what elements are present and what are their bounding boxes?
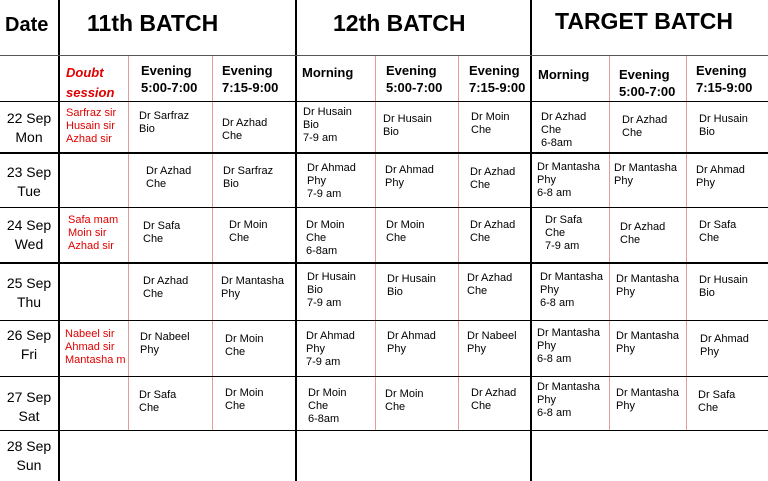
schedule-cell: Dr Azhad Che 6-8am: [541, 111, 587, 149]
grid-line: [0, 55, 768, 56]
shift-header-target-ev2: Evening 7:15-9:00: [696, 63, 753, 95]
doubt-cell: Safa mam Moin sir Azhad sir: [68, 214, 119, 252]
grid-line: [686, 56, 687, 430]
schedule-cell: Dr Husain Bio 7-9 am: [307, 271, 356, 309]
schedule-cell: Dr Azhad Che: [470, 166, 516, 191]
doubt-cell: Nabeel sir Ahmad sir Mantasha m: [65, 328, 126, 366]
schedule-cell: Dr Safa Che 7-9 am: [545, 214, 583, 252]
grid-line: [530, 0, 532, 481]
schedule-cell: Dr Mantasha Phy 6-8 am: [540, 271, 603, 309]
grid-line: [0, 101, 768, 102]
schedule-cell: Dr Mantasha Phy 6-8 am: [537, 161, 600, 199]
schedule-cell: Dr Nabeel Phy: [467, 330, 517, 355]
schedule-cell: Dr Safa Che: [698, 389, 736, 414]
date-cell: 26 Sep Fri: [6, 327, 52, 362]
schedule-cell: Dr Husain Bio: [387, 273, 436, 298]
schedule-cell: Dr Moin Che: [225, 387, 264, 412]
schedule-cell: Dr Sarfraz Bio: [223, 165, 274, 190]
grid-line: [0, 152, 768, 154]
schedule-cell: Dr Mantasha Phy: [616, 273, 679, 298]
grid-line: [0, 262, 768, 264]
grid-line: [295, 0, 297, 481]
schedule-cell: Dr Mantasha Phy: [616, 387, 679, 412]
grid-line: [128, 56, 129, 430]
schedule-cell: Dr Moin Che 6-8am: [306, 219, 345, 257]
schedule-cell: Dr Nabeel Phy: [140, 331, 190, 356]
schedule-cell: Dr Mantasha Phy: [616, 330, 679, 355]
schedule-cell: Dr Moin Che: [471, 111, 510, 136]
schedule-cell: Dr Husain Bio: [699, 113, 748, 138]
schedule-cell: Dr Husain Bio: [383, 113, 432, 138]
schedule-cell: Dr Moin Che: [229, 219, 268, 244]
grid-line: [58, 0, 60, 481]
grid-line: [0, 320, 768, 321]
grid-line: [375, 56, 376, 430]
schedule-cell: Dr Ahmad Phy 7-9 am: [307, 162, 356, 200]
schedule-cell: Dr Ahmad Phy: [385, 164, 434, 189]
schedule-cell: Dr Moin Che: [386, 219, 425, 244]
schedule-cell: Dr Azhad Che: [622, 114, 668, 139]
shift-header-12th-ev1: Evening 5:00-7:00: [386, 63, 443, 95]
schedule-cell: Dr Safa Che: [699, 219, 737, 244]
schedule-cell: Dr Moin Che: [385, 388, 424, 413]
schedule-cell: Dr Azhad Che: [467, 272, 513, 297]
schedule-cell: Dr Mantasha Phy: [221, 275, 284, 300]
date-cell: 24 Sep Wed: [6, 217, 52, 252]
schedule-cell: Dr Ahmad Phy: [387, 330, 436, 355]
schedule-cell: Dr Azhad Che: [470, 219, 516, 244]
schedule-cell: Dr Mantasha Phy 6-8 am: [537, 327, 600, 365]
batch-header-12th: 12th BATCH: [333, 10, 466, 36]
batch-header-target: TARGET BATCH: [555, 8, 734, 34]
grid-line: [458, 56, 459, 430]
date-cell: 23 Sep Tue: [6, 164, 52, 199]
shift-header-12th-morning: Morning: [302, 65, 354, 80]
schedule-cell: Dr Azhad Che: [471, 387, 517, 412]
shift-header-target-morning: Morning: [538, 67, 590, 82]
schedule-cell: Dr Sarfraz Bio: [139, 110, 190, 135]
schedule-cell: Dr Azhad Che: [143, 275, 189, 300]
grid-line: [609, 56, 610, 430]
schedule-cell: Dr Safa Che: [139, 389, 177, 414]
schedule-cell: Dr Moin Che 6-8am: [308, 387, 347, 425]
schedule-cell: Dr Husain Bio: [699, 274, 748, 299]
grid-line: [212, 56, 213, 430]
schedule-cell: Dr Moin Che: [225, 333, 264, 358]
schedule-cell: Dr Mantasha Phy 6-8 am: [537, 381, 600, 419]
date-cell: 28 Sep Sun: [6, 438, 52, 473]
schedule-cell: Dr Safa Che: [143, 220, 181, 245]
schedule-cell: Dr Azhad Che: [146, 165, 192, 190]
shift-header-11th-ev2: Evening 7:15-9:00: [222, 63, 279, 95]
date-cell: 25 Sep Thu: [6, 275, 52, 310]
batch-header-11th: 11th BATCH: [87, 10, 219, 36]
date-cell: 27 Sep Sat: [6, 389, 52, 424]
shift-header-doubt: Doubt session: [66, 65, 115, 100]
grid-line: [0, 430, 768, 431]
schedule-cell: Dr Azhad Che: [222, 117, 268, 142]
doubt-cell: Sarfraz sir Husain sir Azhad sir: [66, 107, 117, 145]
shift-header-12th-ev2: Evening 7:15-9:00: [469, 63, 526, 95]
date-column-header: Date: [5, 14, 49, 36]
schedule-cell: Dr Ahmad Phy: [700, 333, 749, 358]
grid-line: [0, 207, 768, 208]
schedule-cell: Dr Ahmad Phy 7-9 am: [306, 330, 355, 368]
schedule-cell: Dr Ahmad Phy: [696, 164, 745, 189]
schedule-cell: Dr Husain Bio 7-9 am: [303, 106, 352, 144]
grid-line: [0, 376, 768, 377]
schedule-cell: Dr Mantasha Phy: [614, 162, 677, 187]
shift-header-11th-ev1: Evening 5:00-7:00: [141, 63, 198, 95]
shift-header-target-ev1: Evening 5:00-7:00: [619, 67, 676, 99]
schedule-cell: Dr Azhad Che: [620, 221, 666, 246]
date-cell: 22 Sep Mon: [6, 110, 52, 145]
